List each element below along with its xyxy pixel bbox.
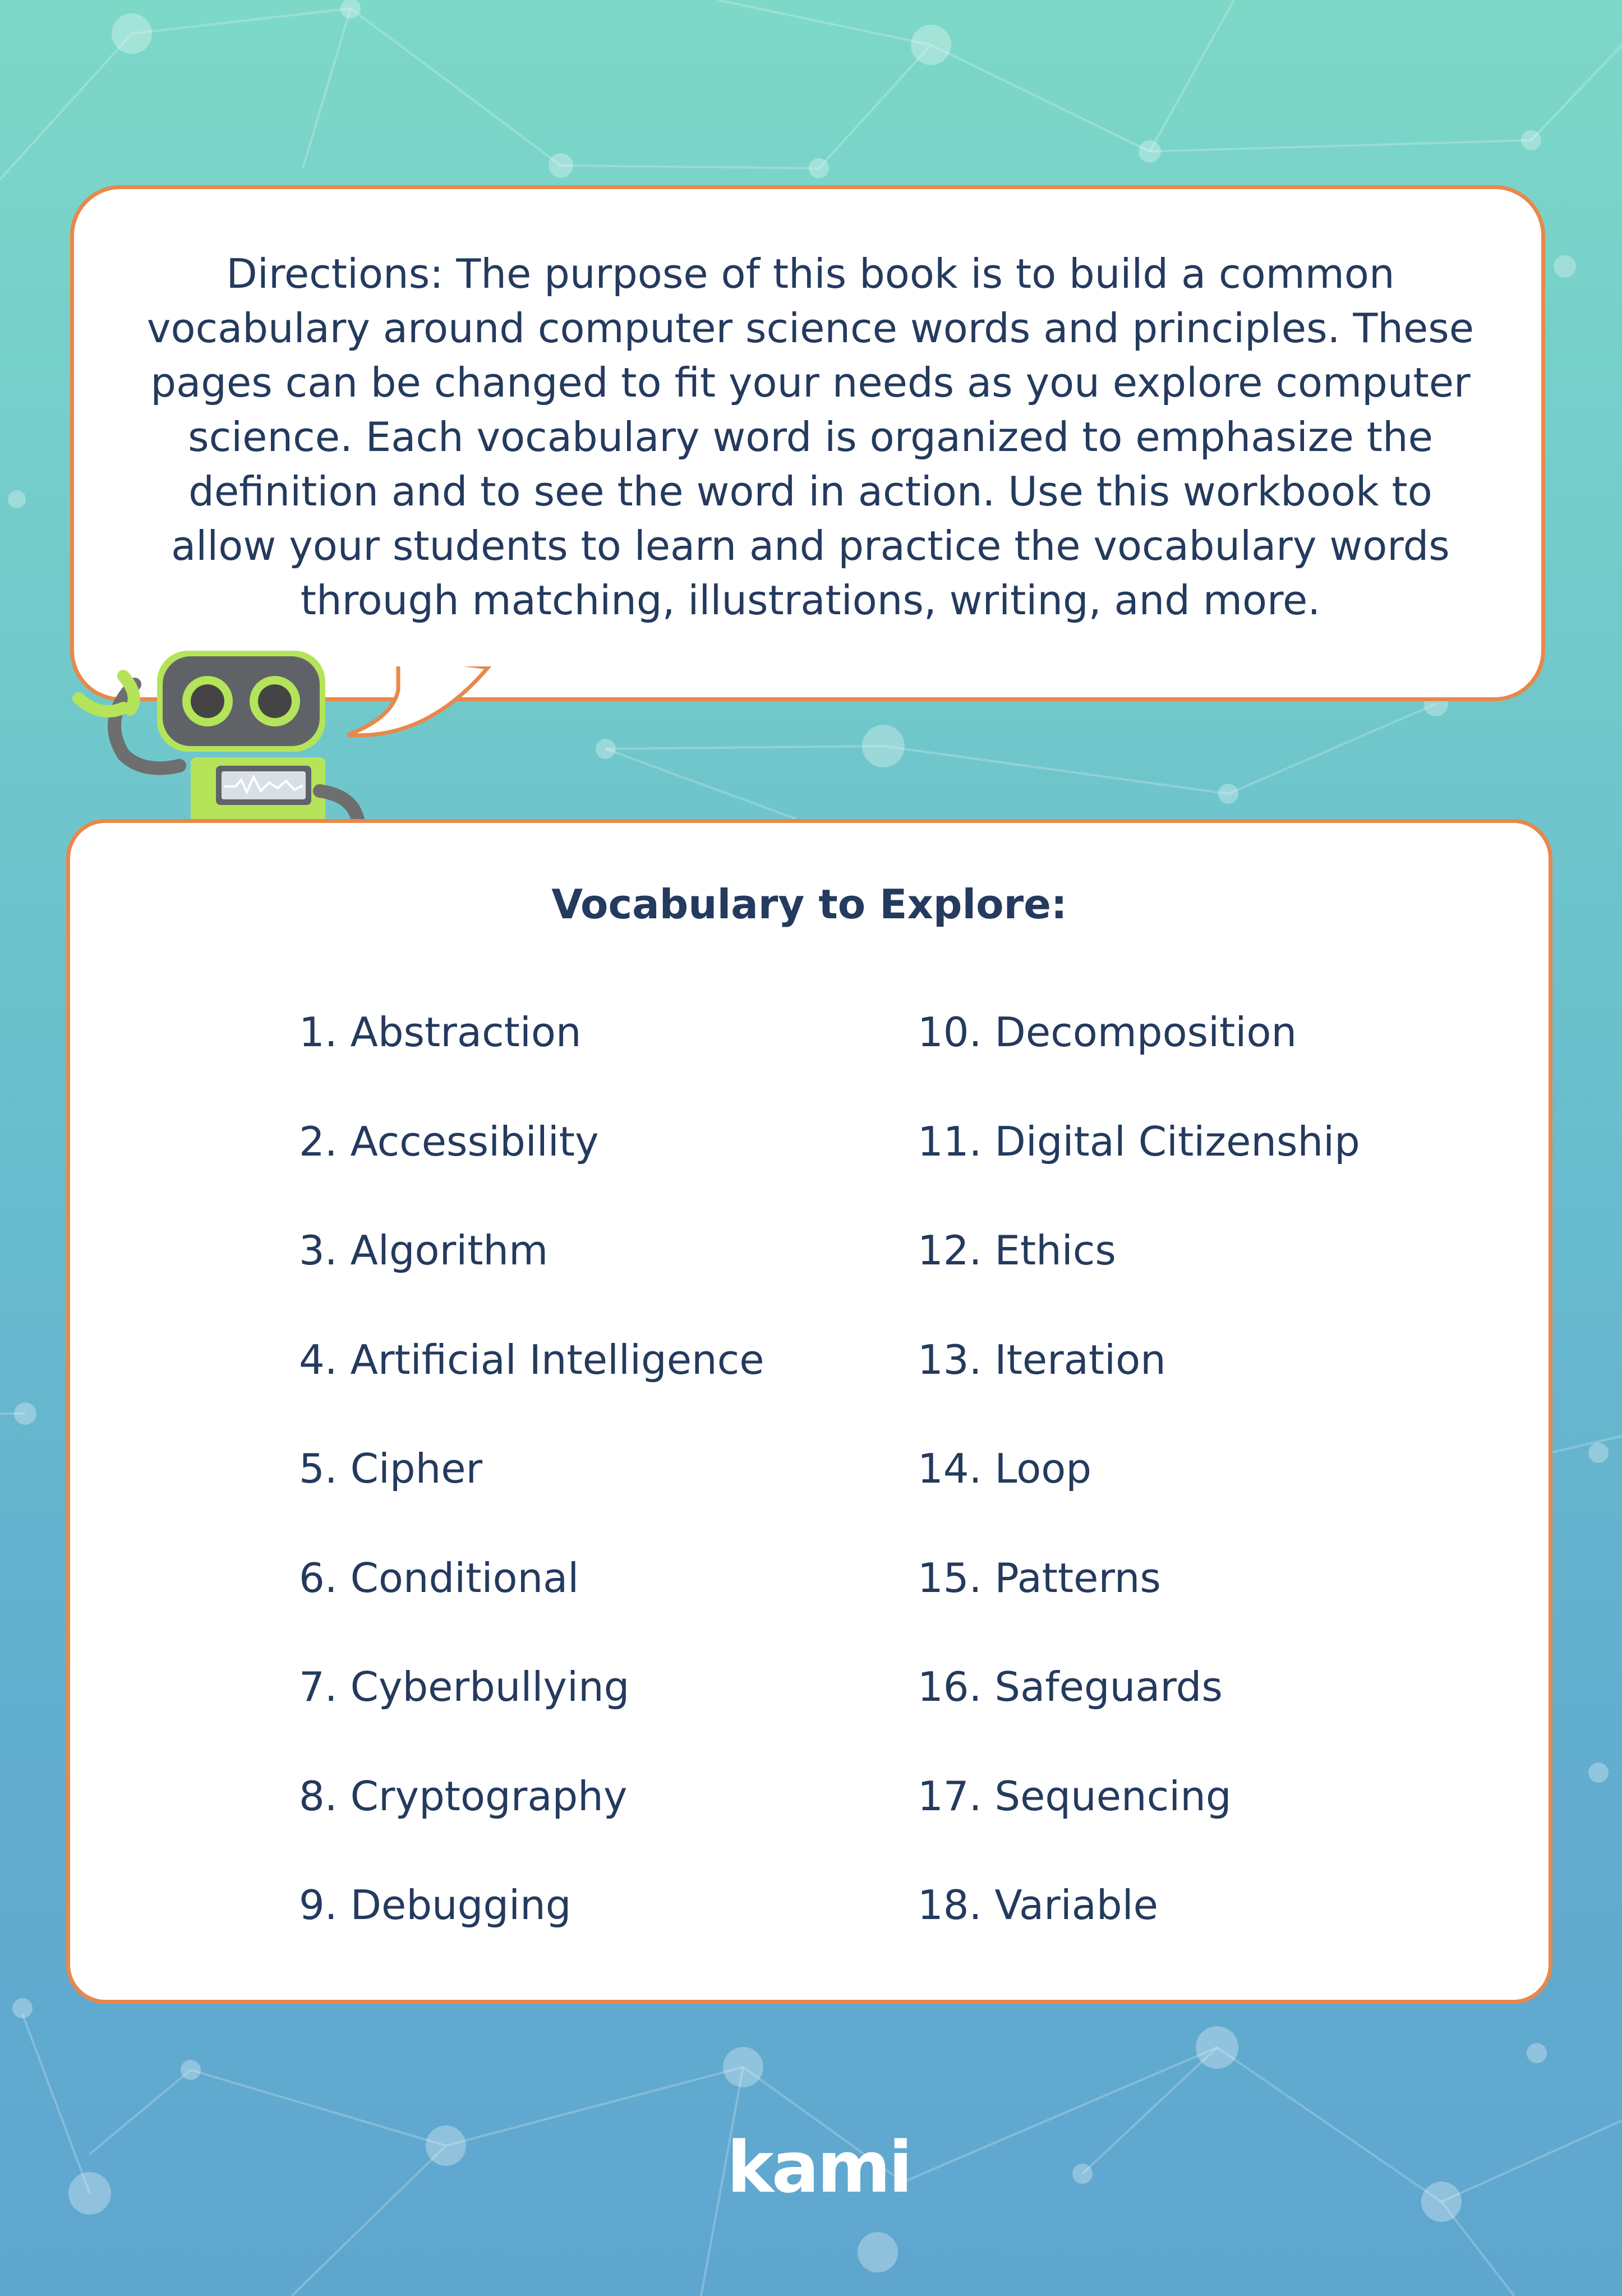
list-item: 12. Ethics	[918, 1227, 1116, 1274]
list-item: 18. Variable	[918, 1881, 1158, 1929]
list-item: 14. Loop	[918, 1445, 1092, 1492]
vocabulary-list-right	[918, 1001, 1360, 1984]
kami-logo: kami	[727, 2126, 911, 2208]
list-item: 15. Patterns	[918, 1554, 1161, 1602]
list-item: 16. Safeguards	[918, 1663, 1223, 1710]
list-item: 7. Cyberbullying	[299, 1663, 630, 1710]
list-item: 13. Iteration	[918, 1336, 1166, 1383]
list-item: 1. Abstraction	[299, 1009, 582, 1056]
list-item: 10. Decomposition	[918, 1009, 1297, 1056]
vocabulary-title: Vocabulary to Explore:	[551, 881, 1067, 928]
list-item: 3. Algorithm	[299, 1227, 549, 1274]
list-item: 5. Cipher	[299, 1445, 483, 1492]
list-item: 4. Artificial Intelligence	[299, 1336, 764, 1383]
list-item: 6. Conditional	[299, 1554, 579, 1602]
list-item: 2. Accessibility	[299, 1117, 599, 1165]
list-item: 17. Sequencing	[918, 1772, 1232, 1820]
list-item: 9. Debugging	[299, 1881, 572, 1929]
list-item: 11. Digital Citizenship	[918, 1117, 1360, 1165]
vocabulary-list-left	[299, 1001, 764, 1984]
list-item: 8. Cryptography	[299, 1772, 628, 1820]
directions-text: Directions: The purpose of this book is to build a common vocabulary around computer science words and principles. These pages can be changed to fit your needs as you explore computer science. Each vocabulary word is organized to emphasize the definition and to see the word in action. Use this workbook to allow your students to learn and practice the vocabulary words through matching, illustrations, writing, and more.	[146, 250, 1474, 624]
